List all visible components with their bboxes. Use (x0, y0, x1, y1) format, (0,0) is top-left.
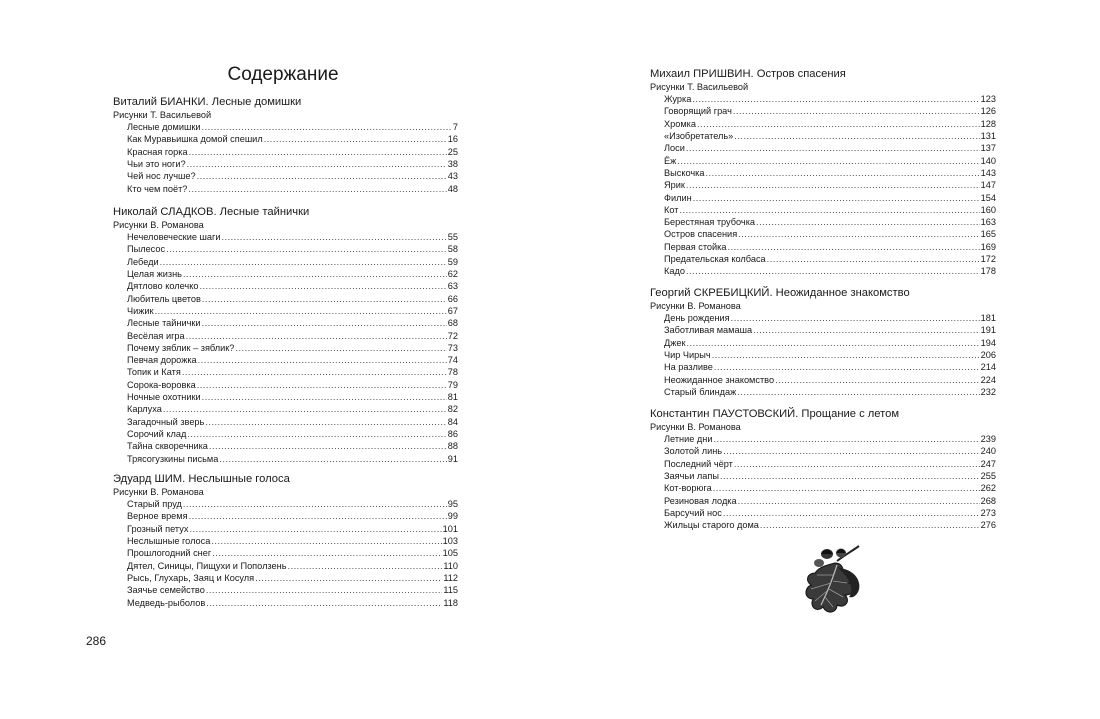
toc-entry-title: Тайна скворечника (127, 441, 208, 452)
toc-entry (650, 265, 996, 277)
toc-entry (113, 498, 458, 510)
toc-entry (113, 523, 458, 535)
toc-entry-page: 110 (443, 560, 458, 571)
toc-entry-title: Барсучий нос (664, 507, 722, 518)
toc-entry-page: 224 (980, 374, 996, 385)
toc-entry (650, 216, 996, 228)
toc-entry-page: 140 (980, 155, 996, 166)
toc-entry-title: Чей нос лучше? (127, 171, 196, 182)
toc-entry-page: 163 (980, 217, 996, 228)
dot-leader (166, 243, 447, 255)
toc-entry-page: 84 (447, 416, 458, 427)
toc-entry (113, 354, 458, 366)
section-author-heading: Константин ПАУСТОВСКИЙ. Прощание с летом (650, 408, 900, 420)
section-illustrator: Рисунки Т. Васильевой (113, 110, 212, 120)
toc-entry (650, 167, 996, 179)
toc-entry-page: 247 (980, 458, 996, 469)
toc-entry (113, 243, 458, 255)
toc-entry-title: Кто чем поёт? (127, 183, 188, 194)
toc-section (650, 407, 996, 532)
toc-entry-title: Выскочка (664, 167, 705, 178)
toc-entry-title: Весёлая игра (127, 330, 185, 341)
toc-entry-title: Резиновая лодка (664, 495, 737, 506)
toc-entry-title: Чьи это ноги? (127, 158, 186, 169)
dot-leader (712, 349, 980, 361)
toc-entry (113, 293, 458, 305)
toc-entry-page: 7 (452, 122, 458, 132)
toc-entry-list (113, 121, 458, 195)
toc-entry-page: 160 (980, 204, 996, 215)
dot-leader (206, 597, 442, 609)
section-illustrator: Рисунки В. Романова (650, 422, 741, 432)
dot-leader (264, 133, 447, 145)
toc-entry (650, 179, 996, 191)
toc-entry-title: Старый блиндаж (664, 386, 737, 397)
toc-entry (113, 440, 458, 452)
section-author-heading: Михаил ПРИШВИН. Остров спасения (650, 68, 846, 80)
toc-entry-title: Золотой линь (664, 446, 723, 457)
toc-entry-page: 123 (980, 94, 996, 104)
section-author-heading: Георгий СКРЕБИЦКИЙ. Неожиданное знакомство (650, 287, 910, 299)
toc-entry-page: 154 (980, 192, 996, 203)
toc-entry-page: 62 (447, 268, 458, 279)
dot-leader (723, 507, 980, 519)
toc-entry (650, 142, 996, 154)
toc-entry-page: 79 (447, 379, 458, 390)
page-title: Содержание (227, 64, 339, 85)
toc-entry (650, 192, 996, 204)
dot-leader (686, 265, 980, 277)
toc-entry-page: 63 (447, 281, 458, 292)
section-illustrator: Рисунки В. Романова (650, 301, 741, 311)
dot-leader (686, 142, 980, 154)
toc-section (650, 286, 996, 398)
toc-entry-page: 105 (442, 548, 458, 559)
dot-leader (221, 231, 446, 243)
toc-entry (650, 445, 996, 457)
dot-leader (255, 572, 442, 584)
toc-entry-title: День рождения (664, 313, 730, 323)
dot-leader (205, 416, 446, 428)
toc-entry-title: Последний чёрт (664, 458, 733, 469)
toc-entry-title: Целая жизнь (127, 268, 182, 279)
toc-entry (650, 228, 996, 240)
toc-entry (113, 342, 458, 354)
section-illustrator: Рисунки Т. Васильевой (650, 82, 749, 92)
dot-leader (219, 453, 446, 465)
toc-entry (113, 158, 458, 170)
toc-entry-title: Сорока-воровка (127, 379, 196, 390)
toc-entry-title: Трясогузкины письма (127, 453, 219, 464)
toc-entry (650, 470, 996, 482)
toc-entry-page: 194 (980, 337, 996, 348)
section-author-heading: Виталий БИАНКИ. Лесные домишки (113, 96, 302, 108)
toc-entry (113, 547, 458, 559)
toc-entry (113, 572, 458, 584)
dot-leader (686, 179, 980, 191)
dot-leader (188, 183, 446, 195)
toc-entry (650, 374, 996, 386)
toc-entry-page: 191 (980, 325, 996, 336)
toc-entry-page: 38 (447, 158, 458, 169)
dot-leader (714, 361, 980, 373)
toc-entry-page: 115 (443, 585, 458, 596)
toc-entry-page: 73 (447, 342, 458, 353)
dot-leader (209, 440, 447, 452)
dot-leader (198, 354, 447, 366)
toc-entry (113, 597, 458, 609)
toc-entry-page: 273 (980, 507, 996, 518)
toc-entry (650, 253, 996, 265)
toc-entry-title: Рысь, Глухарь, Заяц и Косуля (127, 572, 255, 583)
toc-entry-title: Предательская колбаса (664, 254, 766, 265)
dot-leader (720, 470, 980, 482)
dot-leader (692, 93, 979, 105)
dot-leader (734, 458, 980, 470)
toc-entry (113, 403, 458, 415)
toc-entry (650, 155, 996, 167)
dot-leader (189, 510, 447, 522)
toc-entry-page: 103 (442, 535, 458, 546)
toc-entry-title: Неслышные голоса (127, 535, 211, 546)
toc-entry (113, 366, 458, 378)
toc-entry-title: Старый пруд (127, 499, 182, 509)
toc-entry-list (650, 433, 996, 532)
dot-leader (202, 391, 447, 403)
toc-entry-page: 172 (980, 254, 996, 265)
dot-leader (697, 118, 980, 130)
toc-section (113, 472, 458, 609)
toc-entry-title: Лоси (664, 143, 685, 154)
toc-entry-title: Сорочий клад (127, 429, 187, 439)
toc-entry-title: Лесные тайнички (127, 318, 201, 329)
dot-leader (211, 535, 441, 547)
toc-entry (113, 305, 458, 317)
toc-entry-page: 99 (447, 511, 458, 522)
toc-entry-title: Дятел, Синицы, Пищухи и Поползень (127, 560, 287, 571)
toc-entry (650, 118, 996, 130)
toc-entry-title: Чир Чирыч (664, 349, 711, 360)
toc-entry-title: Кот-ворюга (664, 483, 712, 494)
dot-leader (705, 167, 979, 179)
toc-entry-title: Заботливая мамаша (664, 325, 753, 336)
toc-entry-page: 240 (980, 446, 996, 457)
dot-leader (728, 241, 980, 253)
dot-leader (202, 121, 452, 133)
toc-entry-page: 118 (443, 597, 458, 608)
toc-entry (650, 324, 996, 336)
toc-entry (650, 507, 996, 519)
dot-leader (183, 498, 447, 510)
section-illustrator: Рисунки В. Романова (113, 220, 204, 230)
toc-entry (113, 510, 458, 522)
dot-leader (733, 105, 980, 117)
toc-entry-page: 59 (447, 256, 458, 267)
toc-entry-title: Журка (664, 94, 692, 104)
toc-entry (650, 482, 996, 494)
dot-leader (767, 253, 980, 265)
toc-entry-title: Дятлово колечко (127, 281, 199, 292)
toc-entry-page: 147 (980, 180, 996, 191)
toc-entry (650, 519, 996, 531)
toc-entry-page: 72 (447, 330, 458, 341)
toc-entry (650, 495, 996, 507)
toc-entry-title: Говорящий грач (664, 106, 732, 117)
toc-entry (650, 93, 996, 105)
toc-entry-title: Почему зяблик – зяблик? (127, 342, 235, 353)
toc-entry (113, 428, 458, 440)
dot-leader (189, 146, 447, 158)
toc-entry-title: Первая стойка (664, 241, 727, 252)
toc-entry-page: 214 (980, 362, 996, 373)
dot-leader (760, 519, 980, 531)
toc-entry (113, 453, 458, 465)
toc-entry (113, 317, 458, 329)
toc-entry-page: 178 (980, 266, 996, 277)
toc-entry (113, 584, 458, 596)
toc-entry (113, 280, 458, 292)
toc-entry-title: Заячье семейство (127, 585, 205, 596)
toc-entry-title: Прошлогодний снег (127, 548, 212, 559)
toc-entry-title: Жильцы старого дома (664, 520, 759, 531)
toc-entry (113, 268, 458, 280)
dot-leader (679, 204, 979, 216)
toc-entry-page: 95 (447, 499, 458, 509)
toc-entry-title: Хромка (664, 118, 696, 129)
toc-entry (113, 231, 458, 243)
toc-entry (113, 121, 458, 133)
dot-leader (677, 155, 979, 167)
toc-entry (650, 241, 996, 253)
toc-entry-page: 74 (447, 355, 458, 366)
toc-entry-page: 276 (980, 520, 996, 531)
section-author-heading: Эдуард ШИМ. Неслышные голоса (113, 473, 290, 485)
toc-entry-title: Медведь-рыболов (127, 597, 206, 608)
dot-leader (235, 342, 446, 354)
toc-entry (650, 204, 996, 216)
toc-entry-title: Чижик (127, 305, 154, 316)
toc-entry-title: Пылесос (127, 244, 166, 255)
dot-leader (738, 228, 979, 240)
section-illustrator: Рисунки В. Романова (113, 487, 204, 497)
toc-entry-page: 255 (980, 470, 996, 481)
dot-leader (206, 584, 443, 596)
toc-entry-title: Джек (664, 337, 686, 348)
dot-leader (693, 192, 980, 204)
toc-entry-page: 128 (980, 118, 996, 129)
toc-entry-title: Певчая дорожка (127, 355, 197, 366)
toc-entry (113, 146, 458, 158)
toc-entry-title: Неожиданное знакомство (664, 374, 775, 385)
dot-leader (723, 445, 980, 457)
dot-leader (182, 366, 447, 378)
dot-leader (713, 433, 979, 445)
toc-entry (113, 133, 458, 145)
dot-leader (738, 495, 980, 507)
toc-section (113, 205, 458, 465)
toc-entry (650, 337, 996, 349)
toc-entry (113, 170, 458, 182)
dot-leader (713, 482, 980, 494)
dot-leader (202, 317, 447, 329)
toc-entry (113, 183, 458, 195)
toc-entry (113, 535, 458, 547)
toc-entry-title: На разливе (664, 362, 713, 373)
toc-entry (650, 361, 996, 373)
toc-entry-title: Верное время (127, 511, 188, 522)
toc-entry-list (650, 312, 996, 398)
dot-leader (163, 403, 447, 415)
toc-entry-page: 82 (447, 404, 458, 415)
toc-entry-page: 165 (980, 229, 996, 240)
dot-leader (687, 337, 980, 349)
toc-entry-title: Лесные домишки (127, 122, 201, 132)
toc-entry (650, 458, 996, 470)
toc-entry-title: Ночные охотники (127, 392, 201, 403)
toc-entry (113, 379, 458, 391)
toc-entry-page: 268 (980, 495, 996, 506)
page-number: 286 (86, 634, 107, 648)
dot-leader (186, 330, 447, 342)
toc-entry-page: 262 (980, 483, 996, 494)
toc-entry-page: 91 (447, 453, 458, 464)
toc-entry-list (113, 498, 458, 609)
toc-entry-title: Топик и Катя (127, 367, 181, 378)
toc-entry-title: Филин (664, 192, 692, 203)
toc-entry-page: 25 (447, 146, 458, 157)
toc-entry-page: 78 (447, 367, 458, 378)
toc-entry-page: 181 (980, 313, 996, 323)
toc-entry-title: Кадо (664, 266, 685, 277)
toc-entry-page: 232 (980, 386, 996, 397)
toc-entry-page: 143 (980, 167, 996, 178)
dot-leader (753, 324, 980, 336)
toc-entry-title: Берестяная трубочка (664, 217, 756, 228)
dot-leader (160, 256, 447, 268)
toc-entry (650, 130, 996, 142)
toc-entry-page: 67 (447, 305, 458, 316)
dot-leader (731, 312, 980, 324)
dot-leader (197, 170, 447, 182)
dot-leader (197, 379, 447, 391)
toc-entry-page: 66 (447, 293, 458, 304)
toc-entry-page: 206 (980, 349, 996, 360)
toc-entry-page: 137 (980, 143, 996, 154)
toc-entry-page: 16 (447, 134, 458, 145)
toc-entry-page: 239 (980, 434, 996, 444)
toc-entry-title: Летние дни (664, 434, 713, 444)
toc-section (113, 95, 458, 195)
toc-entry-title: Как Муравьишка домой спешил (127, 134, 263, 145)
toc-entry-list (650, 93, 996, 278)
toc-entry-page: 55 (447, 232, 458, 242)
toc-entry-page: 88 (447, 441, 458, 452)
dot-leader (734, 130, 979, 142)
toc-entry-title: Загадочный зверь (127, 416, 205, 427)
dot-leader (187, 428, 446, 440)
toc-entry-title: Карлуха (127, 404, 162, 415)
toc-entry-page: 81 (447, 392, 458, 403)
toc-entry-title: Грозный петух (127, 523, 189, 534)
toc-entry-page: 112 (443, 572, 458, 583)
toc-entry-title: Нечеловеческие шаги (127, 232, 221, 242)
dot-leader (187, 158, 447, 170)
dot-leader (199, 280, 446, 292)
dot-leader (288, 560, 443, 572)
toc-entry-page: 48 (447, 183, 458, 194)
toc-entry (113, 416, 458, 428)
dot-leader (756, 216, 980, 228)
toc-entry-title: Ёж (664, 155, 677, 166)
toc-entry (650, 349, 996, 361)
toc-entry (113, 256, 458, 268)
toc-entry-title: Заячьи лапы (664, 470, 719, 481)
toc-entry-title: «Изобретатель» (664, 130, 734, 141)
dot-leader (212, 547, 441, 559)
toc-entry-title: Красная горка (127, 146, 188, 157)
toc-entry-page: 126 (980, 106, 996, 117)
dot-leader (155, 305, 447, 317)
toc-entry (650, 312, 996, 324)
toc-entry-page: 58 (447, 244, 458, 255)
toc-section (650, 67, 996, 278)
toc-entry (650, 386, 996, 398)
toc-entry (113, 560, 458, 572)
toc-entry-title: Кот (664, 204, 679, 215)
toc-entry-page: 169 (980, 241, 996, 252)
toc-entry-title: Остров спасения (664, 229, 738, 240)
toc-entry-title: Ярик (664, 180, 685, 191)
toc-entry (650, 433, 996, 445)
toc-entry-page: 68 (447, 318, 458, 329)
dot-leader (189, 523, 441, 535)
toc-entry (113, 391, 458, 403)
section-author-heading: Николай СЛАДКОВ. Лесные тайнички (113, 206, 310, 218)
dot-leader (775, 374, 980, 386)
toc-entry-page: 86 (447, 429, 458, 439)
toc-entry (650, 105, 996, 117)
toc-entry (113, 330, 458, 342)
toc-entry-page: 43 (447, 171, 458, 182)
toc-entry-page: 101 (442, 523, 458, 534)
dot-leader (202, 293, 447, 305)
toc-entry-page: 131 (980, 130, 996, 141)
toc-entry-title: Лебеди (127, 256, 159, 267)
dot-leader (183, 268, 447, 280)
oak-leaf-icon (797, 543, 867, 618)
toc-entry-list (113, 231, 458, 465)
dot-leader (737, 386, 979, 398)
toc-entry-title: Любитель цветов (127, 293, 201, 304)
